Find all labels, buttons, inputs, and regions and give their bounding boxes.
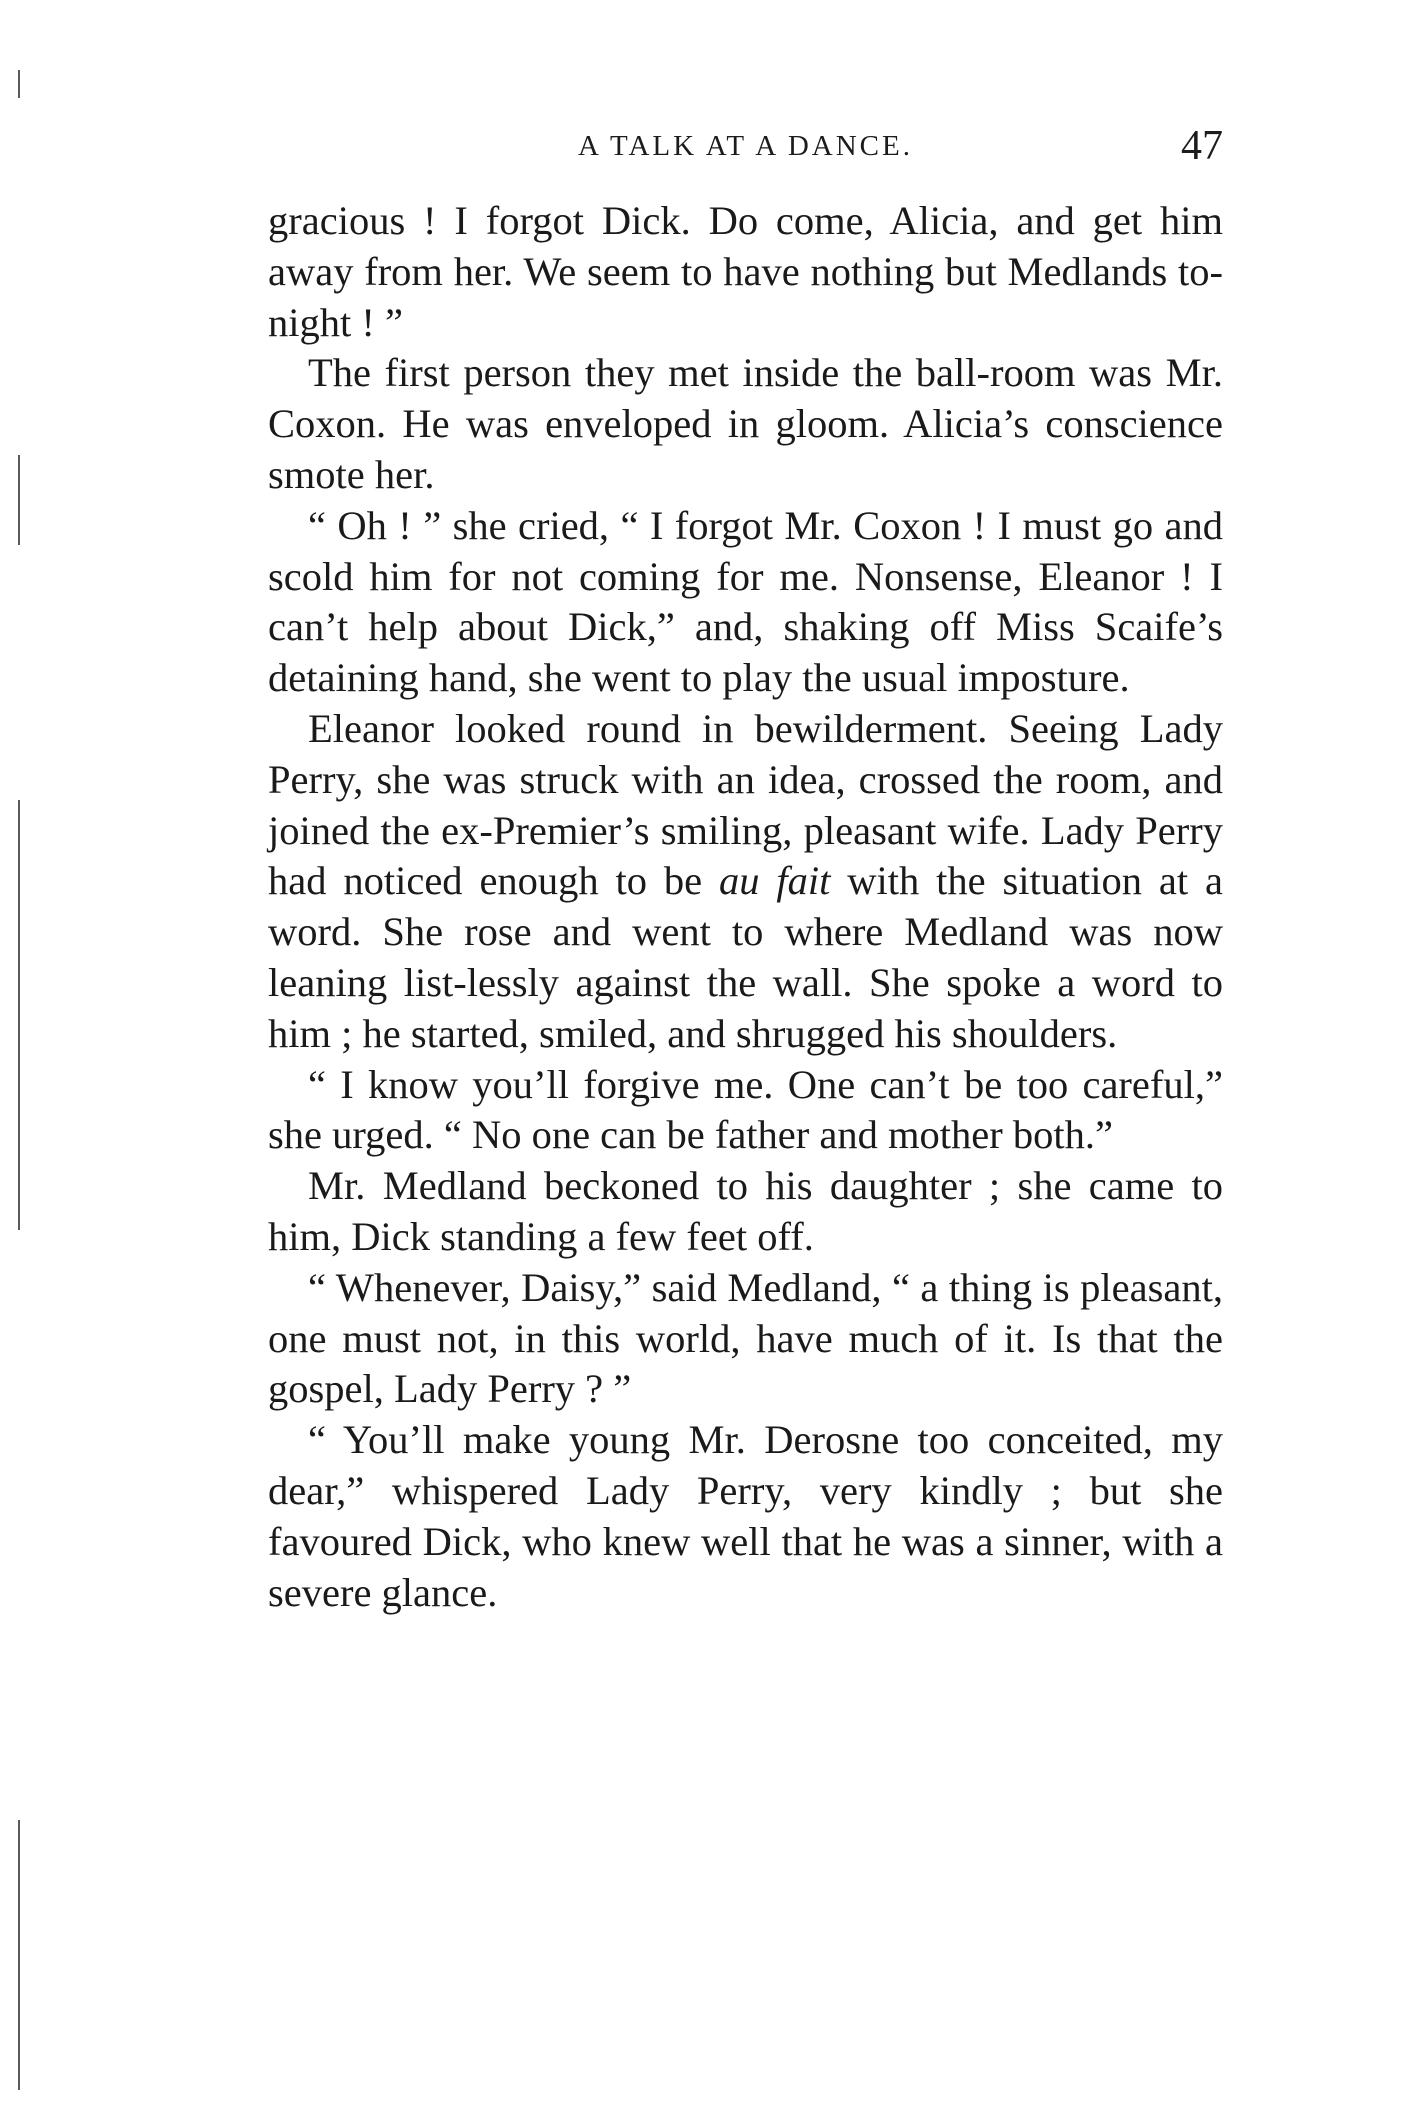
- scan-edge-marks: [0, 0, 40, 2109]
- text-run: “ Oh ! ” she cried, “ I forgot Mr. Coxon ! I must go and scold him for not coming for me. Nonsense, Eleanor ! I can’t help about Dick,” and, shaking off Miss Scaife’s detaining hand, she went to play the usual imposture.: [268, 502, 1223, 701]
- paragraph: [268, 196, 1223, 348]
- text-run: “ Whenever, Daisy,” said Medland, “ a thing is pleasant, one must not, in this world, have much of it. Is that the gospel, Lady Perry ? ”: [268, 1264, 1223, 1412]
- text-run: Eleanor looked round in bewilderment. Seeing Lady Perry, she was struck with an idea, crossed the room, and joined the ex-Premier’s smiling, pleasant wife. Lady Perry had noticed enough to be: [268, 705, 1223, 904]
- paragraph: [268, 348, 1223, 500]
- paragraph: [268, 1263, 1223, 1415]
- text-run: “ You’ll make young Mr. Derosne too conceited, my dear,” whispered Lady Perry, very kindly ; but she favoured Dick, who knew well that he was a sinner, with a severe glance.: [268, 1417, 1223, 1615]
- text-run: The first person they met inside the ball-room was Mr. Coxon. He was enveloped in gloom. Alicia’s conscience smote her.: [268, 350, 1223, 497]
- running-title: A TALK AT A DANCE.: [577, 130, 913, 162]
- italic-phrase: au fait: [719, 858, 831, 904]
- paragraph: [268, 1415, 1223, 1618]
- paragraph: [268, 704, 1223, 1060]
- text-run: “ I know you’ll forgive me. One can’t be too careful,” she urged. “ No one can be father and mother both.”: [268, 1061, 1223, 1158]
- paragraph: [268, 1161, 1223, 1263]
- paragraph: [268, 1060, 1223, 1162]
- text-run: gracious ! I forgot Dick. Do come, Alicia, and get him away from her. We seem to have nothing but Medlands to-night ! ”: [268, 198, 1223, 345]
- running-head: [268, 122, 1223, 178]
- page-number: 47: [1181, 123, 1223, 169]
- body-text: [268, 196, 1223, 1618]
- text-run: Mr. Medland beckoned to his daughter ; she came to him, Dick standing a few feet off.: [268, 1163, 1223, 1259]
- text-run: with the situation at a word. She rose and went to where Medland was now leaning list-lessly against the wall. She spoke a word to him ; he started, smiled, and shrugged his shoulders.: [268, 858, 1223, 1056]
- paragraph: [268, 501, 1223, 704]
